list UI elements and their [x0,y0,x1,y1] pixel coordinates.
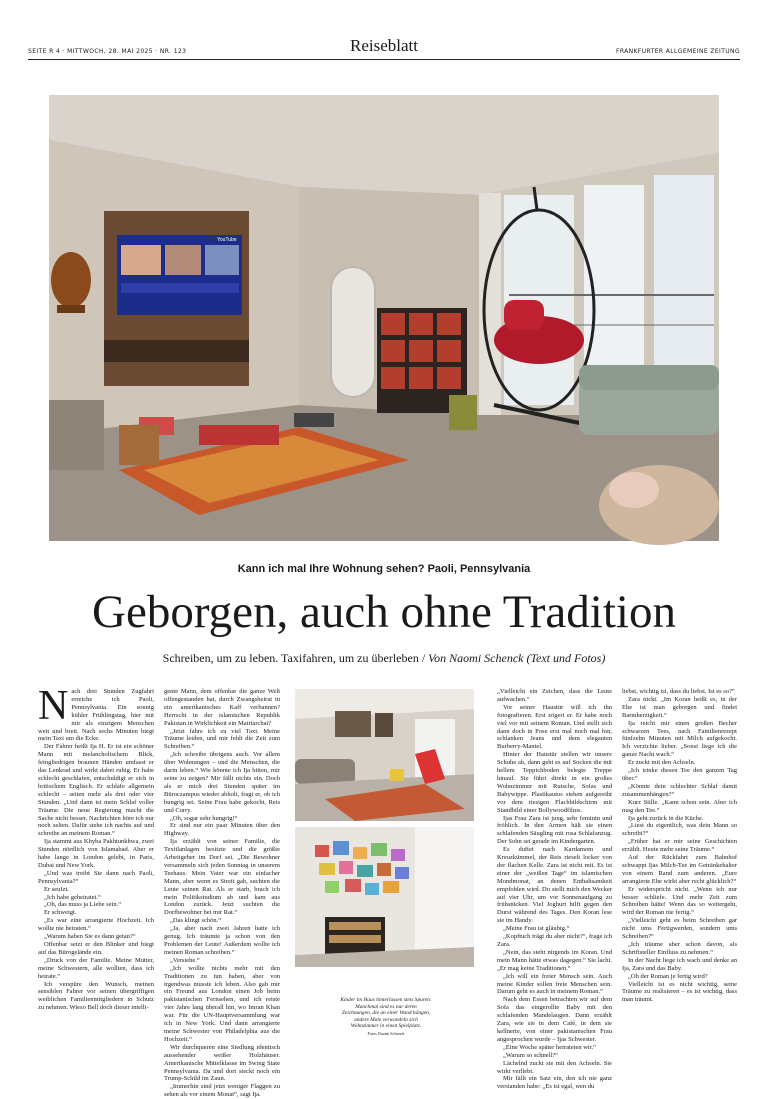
paragraph: „Das klingt schön.“ [170,917,222,925]
paragraph: „Ich habe geheiratet.“ [44,893,101,901]
hero-photo-illustration [49,95,719,541]
article-column-2 [164,688,280,1099]
paragraph: „Jetzt fahre ich zu viel Taxi. Meine Träume leiden, und mir fehlt die Zeit zum Schreiben.“ [164,727,280,751]
paragraph: „Ich schreibe übrigens auch. Vor allem über Wohnungen – und die Menschen, die darin leben.“ Wie könnte ich Ija bitten, mir seine zu zeigen? Mir fällt nichts ein. Doch als er mich drei Stunden später im Büroczampus wieder abholt, fragt er, ob ich hungrig sei. Seine Frau habe gekocht, Reis und Curry. [164,751,280,814]
article-column-1 [38,683,154,1080]
paragraph: Lächelnd zuckt sie mit den Achseln. Sie wirkt verliebt. [497,1059,612,1075]
paragraph: Zara nickt. „Im Koran heißt es, in der Ehe ist man geborgen und findet Barmherzigkeit.“ [622,695,737,719]
paragraph: „Ja, aber nach zwei Jahren hatte ich genug. Ich träumte ja schon von den Problemen der Leute! Außerdem wollte ich meinen Roman schreiben.“ [164,925,280,956]
paragraph: Nach dem Essen betrachten wir auf dem Sofa das eingerollte Baby mit den schlafenden Mandelaugen. Dann erzählt Zara, wie sie in dem Café, in dem sie kellnerte, von einer pakistanischen Frau angesprochen wurde – Ijas Schwester. [497,996,612,1043]
newspaper-name: FRANKFURTER ALLGEMEINE ZEITUNG [615,48,740,55]
paragraph: Ija erzählt von seiner Familie, die Textilanlagen besitzte und die größte Arbeitgeber im Dorf sei. „Die Bewohner versammeln sich jeden Sonntag in unserem Teehaus. Mein Vater war ein einfacher Mann, aber wenn es Streit gab, suchten die Leute seinen Rat. Als er starb, brach ich mein Politikstudium ab und kam aus London zurück. Jetzt suchten die Dorfbewohner bei mir Rat.“ [164,838,280,917]
paragraph: Ija stammt aus Khyba Pakhtunkhwa, zwei Stunden nördlich von Islamabad. Aber er habe lange in London gelebt, in Paris, Dubai und New York. [38,838,154,869]
paragraph: gente Mann, dem offenbar die ganze Welt offengestanden hat, durch Zwangsheirat in ein amerikanisches Kaff verbannen? Herrscht in der islamischen Republik Pakistan in Wirklichkeit ein Matriarchat? [164,688,280,727]
photo-playroom [295,689,474,821]
article-column-3 [497,688,612,1091]
article-subline [0,651,768,666]
paragraph: „Ich trinke diesen Tee den ganzen Tag über.“ [622,767,737,782]
article-column-4 [622,688,737,1080]
paragraph: Er widerspricht nicht. „Wenn ich nur besser schliefe. Und mehr Zeit zum Schreiben hätte! Wenn das so weitergeht, wird der Roman nie fertig.“ [622,885,737,917]
paragraph: Vor seiner Haustür will ich ihn fotografieren. Erst zögert er. Er habe noch viel vor mit seinem Roman. Und stellt sich dann doch in Pose erst mal noch mal hin, schlanken Jeans und dem eleganten Burberry-Mantel. [497,703,612,751]
caption-text: Kinder im Haus hinterlassen stets Spuren: Manchmal sind es nur deren Zeichnungen, die an einer Wand hängen, andere Male verwandeln sich Wohnzimmer in einen Spielplatz. [340,997,432,1030]
paragraph: Ija geht zurück in die Küche. [628,814,704,822]
paragraph: Vielleicht ist es nicht wichtig, seine Träume zu realisieren – es ist wichtig, dass man träumt. [622,980,737,1004]
paragraph: „Kopftuch trägt du aber nicht?“, frage ich Zara. [497,933,612,948]
paragraph: „Ich träume aber schon davon, als Schriftsteller Einfluss zu nehmen.“ [622,941,737,956]
paragraph: „Ich wollte nichts mehr mit den Traditionen zu tun haben, aber von irgendwas musste ich leben. Also gab mir ein Freund aus London einen Job beim pakistanischen Fernsehen, und ich reiste vier Jahre lang überall hin, wo Imran Khan war. Für die UN-Hauptversammlung war ich in New York. Und dann arrangierte meine Schwester von Philadelphia aus die Hochzeit.“ [164,964,280,1043]
subline-text: Schreiben, um zu leben. Taxifahren, um zu überleben / [162,651,429,665]
section-title: Reiseblatt [350,36,418,55]
paragraph: „Könnte dein schlechter Schlaf damit zusammenhängen?“ [622,782,737,798]
author-byline: Von Naomi Schenck (Text und Fotos) [428,651,606,665]
paragraph: Er schweigt. [44,909,77,917]
paragraph: „Verstehe.“ [170,956,200,964]
photo-credit: Fotos Naomi Schenck [367,1030,405,1036]
paragraph: ach drei Stunden Zugfahrt erreiche ich Paoli, Pennsylvania. Ein sonnig kühler Frühlingstag, hier mit mir als einzigem Menschen weit und breit. Nach sechs Minuten biegt mein Taxi um die Ecke. [38,688,154,743]
photo-drawings-wall [295,827,474,967]
article-headline: Geborgen, auch ohne Tradition [92,586,676,638]
paragraph: „Es war eine arrangierte Hochzeit. Ich wollte nie heiraten.“ [38,917,154,933]
paragraph: Er seufzt. [44,885,69,893]
photo-caption [340,997,432,1038]
paragraph: „Warum haben Sie es dann getan?“ [44,933,136,941]
article-kicker: Kann ich mal Ihre Wohnung sehen? Paoli, Pennsylvania [237,563,531,575]
paragraph: „Meine Frau ist gläubig.“ [503,925,570,933]
drop-cap: N [38,683,69,729]
paragraph: „Immerhin sind jetzt weniger Flaggen zu sehen als vor einem Monat“, sagt Ija. [164,1083,280,1099]
paragraph: liebst, wichtig ist, dass du liebst. Ist es so?“ [622,688,735,695]
paragraph: Der Fahrer heißt Ija H. Er ist ein schöner Mann mit melancholischem Blick, feingliedrigen braunen Händen umfasst er das Lenkrad und wirkt dabei ruhig. Er habe schlecht geschlafen, entschuldigt er sich in britischem Englisch. Er schlafe allgemein schlecht – seiten mehr als drei oder vier Stunden. „Und dann ist mein Schlaf voller Träume. Die neue Regierung macht die Sache nicht besser. Nachrichten höre ich nur noch selten. Dafür stehe ich nachts auf und schreibe an meinem Roman.“ [38,743,154,838]
paragraph: „Und was treibt Sie dann nach Paoli, Pennsylvania?“ [38,869,154,885]
paragraph: „Vielleicht geht es beim Schreiben gar nicht ums Fertigwerden, sondern ums Schreiben?“ [622,917,737,941]
paragraph: Er zuckt mit den Achseln. [628,759,696,767]
paragraph: „Ich will ein freier Mensch sein. Auch meine Kinder sollen freie Menschen sein. Darum geht es auch in meinem Roman.“ [497,972,612,996]
photo-playroom-illustration [295,689,474,821]
paragraph: „Früher hat er mir seine Geschichten erzählt. Heute mehr seine Träume.“ [622,838,737,854]
paragraph: „Druck von der Familie. Meine Mutter, meine Schwestern, alle wollten, dass ich heirate.“ [38,956,154,980]
paragraph: „Oh der Roman je fertig wird? [628,972,708,980]
tv-youtube-label: YouTube [217,237,237,243]
paragraph: „Nein, das steht nirgends im Koran. Und mein Mann hätte etwas dagegen.“ Sie lacht. „Er mag keine Traditionen.“ [497,948,612,972]
paragraph: „Eine Woche später heirateten wir.“ [503,1043,597,1051]
paragraph: Ija reicht mir einen großen Becher schwarzen Tees, nach Familienrezept fünfzehn Minuten mit Milch aufgekocht. Ich verzichte lieber. „Sonst liege ich die ganze Nacht wach.“ [622,719,737,759]
paragraph: „Warum so schnell?“ [503,1051,559,1059]
photo-drawings-illustration [295,827,474,967]
paragraph: Er sind nur ein paar Minuten über den Highway. [164,822,280,838]
paragraph: In der Nacht liege ich wach und denke an Ija, Zara und das Baby. [622,956,737,972]
paragraph: Offenbar setzt er den Blinker und biegt auf das Bürogelände ein. [38,941,154,956]
paragraph: Mir fällt ein Satz ein, den ich nie ganz verstanden habe: „Es ist egal, wen du [497,1075,612,1091]
paragraph: „Oh, das muss ja Liebe sein.“ [44,901,122,909]
page-info: SEITE R 4 · MITTWOCH, 28. MAI 2025 · NR. 123 [28,48,187,55]
paragraph: Auf der Rückfahrt zum Bahnhof schwappt Ijas Milch-Tee im Getränkehalter von einem Rand zum anderen. „Eure arrangierte Ehe wirkt aber recht glücklich?“ [622,854,737,885]
masthead [28,36,740,60]
paragraph: „Liest du eigentlich, was dein Mann so schreibt?“ [622,822,737,838]
paragraph: Wir durchqueren eine Siedlung identisch aussehender weißer Holzhäuser. Amerikanische Mittelklasse im Swing State Pennsylvania. Da und dort steckt noch ein Trump-Schild im Zaun. [164,1043,280,1083]
paragraph: Kurz Stille. „Kann schon sein. Aber ich mag den Tee.“ [622,798,737,814]
paragraph: Ich verspüre den Wunsch, meinen sensiblen Fahrer vor seinen übergriffigen weiblichen Familienmitgliedern in Schutz zu nehmen. Wieso Bell doch dieser intelli- [38,980,154,1012]
hero-photo-living-room [49,95,719,541]
paragraph: Es duftet nach Kardamom und Kreuzkümmel, der Reis rieselt locker von der flachen Kelle. Zara ist nicht mit. Es ist einer der „weißen Tage“ im islamischen Mondmonat, an denen Enthaltsamkeit empfohlen wird. Du stellt mich den Wecker auf vier Uhr, um vor Sonnenaufgang zu frühstücken. Viel Joghurt hilft gegen den Durst während des Tages. Den Koran lese sie im Handy. [497,846,612,925]
paragraph: Ijas Frau Zara ist jung, sehr feminin und fröhlich. In den Armen hält sie einen schlafenden Säugling mit rosa Schlafanzug. Der Sohn sei gerade im Kindergarten. [497,814,612,846]
paragraph: „Vielleicht ein Zeichen, dass die Leute aufwachen.“ [497,688,612,703]
paragraph: Hinter der Haustür stellen wir unsere Schuhe ab, dann geht es auf Socken die mit hellem Teppichboden belegte Treppe hinauf. Sie führt direkt in ein großes Wohnzimmer mit Rutsche, Sofas und Babywippe. Plastikautos stehen aufgereiht vor dem riesigen Flachbildschirm mit Standbild einer Bollywoodfilms. [497,751,612,814]
paragraph: „Oh, sogar sehr hungrig!“ [170,814,238,822]
